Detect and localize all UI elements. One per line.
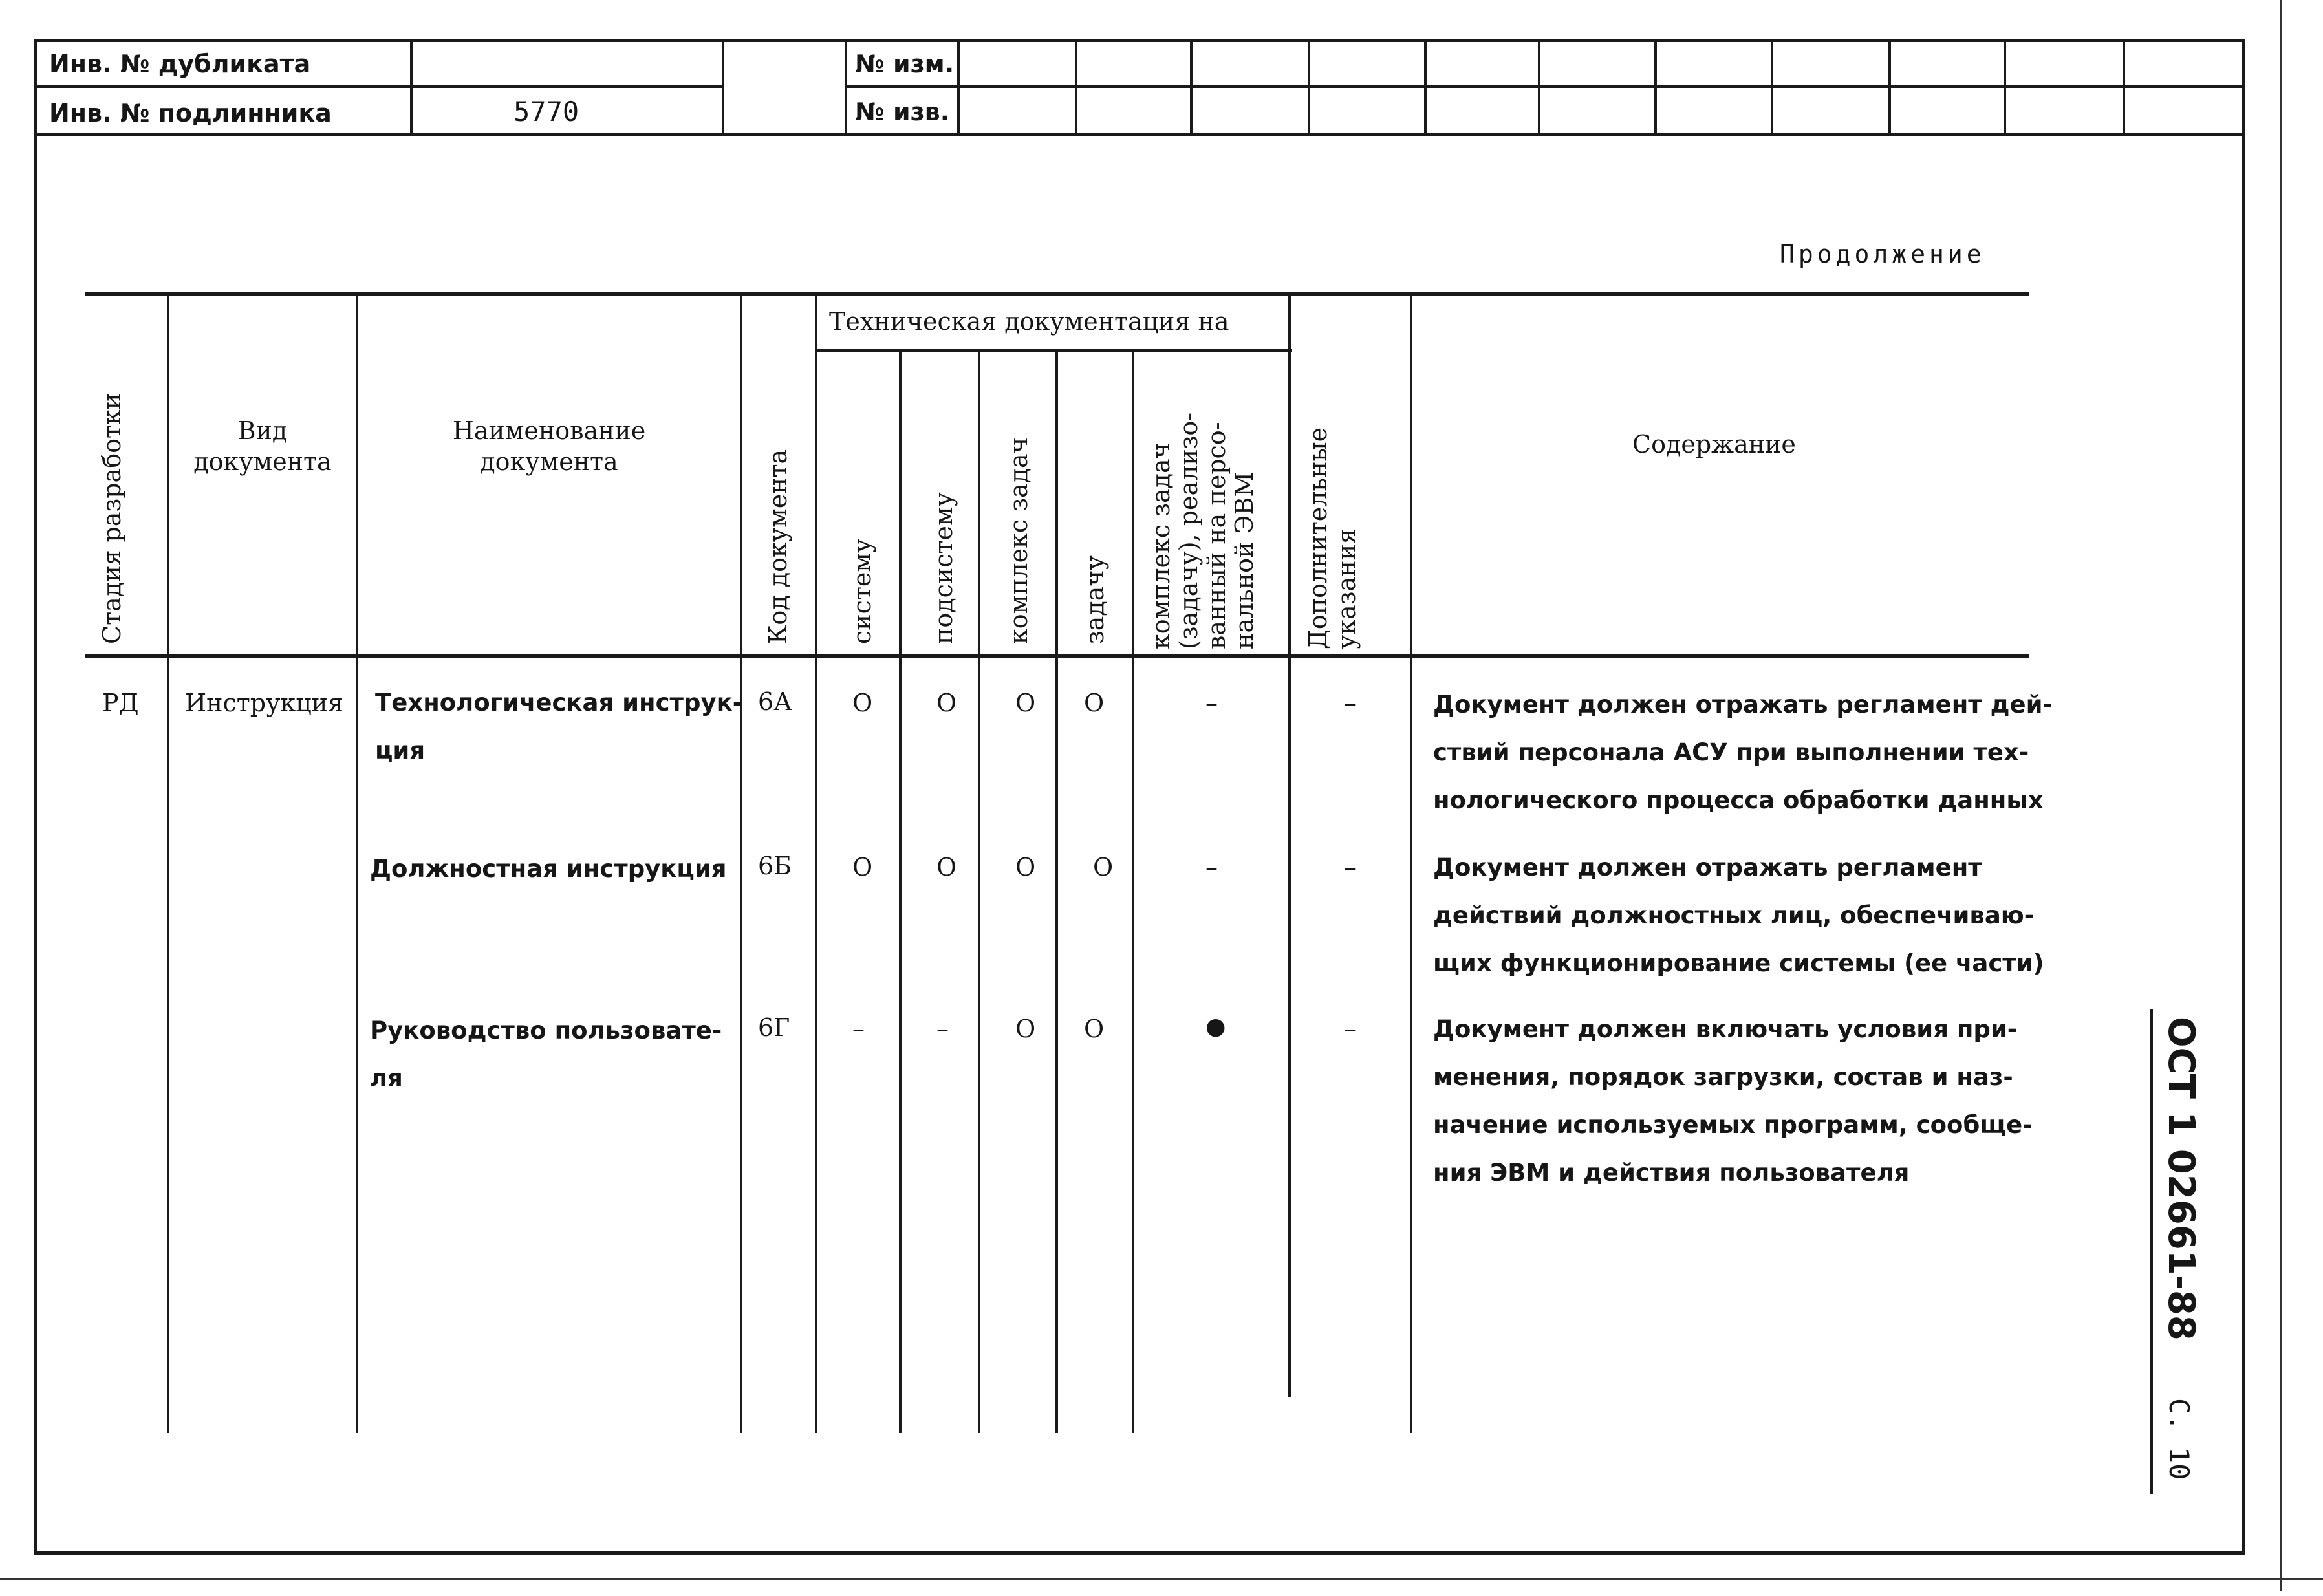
notice-no-label: № изв. <box>855 98 950 126</box>
header-stage: Стадия разработки <box>98 393 126 644</box>
header-doc-type: Вид документа <box>193 416 332 476</box>
change-no-label: № изм. <box>855 50 955 78</box>
row-additional: – <box>1344 689 1356 717</box>
row-code: 6А <box>758 687 792 716</box>
row-task: О <box>1084 689 1105 717</box>
margin-rule <box>2150 1009 2153 1494</box>
header-pc-complex: комплекс задач (задачу), реализо- ванный на персо- нальной ЭВМ <box>1147 412 1259 649</box>
row-type: Инструкция <box>185 689 343 717</box>
standard-code: ОСТ 1 02661-88 <box>2160 1017 2202 1341</box>
inv-orig-value: 5770 <box>513 96 579 127</box>
row-system: О <box>852 689 873 717</box>
row-additional: – <box>1344 853 1356 881</box>
row-system: О <box>852 853 873 881</box>
continuation-label: Продолжение <box>1780 240 1985 268</box>
row-stage: РД <box>102 689 139 717</box>
inv-orig-label: Инв. № подлинника <box>49 99 332 127</box>
header-subsystem: подсистему <box>929 492 958 644</box>
row-subsystem: О <box>936 689 957 717</box>
row-name: Руководство пользовате- ля <box>370 1017 722 1092</box>
row-code: 6Б <box>758 852 792 880</box>
inv-dup-label: Инв. № дубликата <box>49 50 311 78</box>
row-system: – <box>852 1015 865 1043</box>
header-additional: Дополнительные указания <box>1304 427 1361 649</box>
row-name: Технологическая инструк- ция <box>375 689 743 764</box>
row-complex: О <box>1015 853 1036 881</box>
row-pc: – <box>1205 689 1218 717</box>
header-tech-doc: Техническая документация на <box>829 307 1229 336</box>
header-task-complex: комплекс задач <box>1004 437 1033 644</box>
row-subsystem: – <box>936 1015 949 1043</box>
row-content: Документ должен включать условия при- менения, порядок загрузки, состав и наз- начение используемых программ, сообще- ния ЭВМ и действия пользователя <box>1433 1015 2033 1187</box>
row-pc: – <box>1205 853 1218 881</box>
header-task: задачу <box>1081 555 1109 644</box>
header-content: Содержание <box>1632 430 1796 458</box>
row-task: О <box>1084 1015 1105 1043</box>
row-code: 6Г <box>758 1013 790 1042</box>
row-additional: – <box>1344 1015 1356 1043</box>
header-doc-code: Код документа <box>764 449 792 644</box>
row-complex: О <box>1015 689 1036 717</box>
header-doc-name: Наименование документа <box>452 416 646 476</box>
row-pc: ● <box>1205 1013 1226 1040</box>
row-subsystem: О <box>936 853 957 881</box>
row-name: Должностная инструкция <box>370 855 727 883</box>
header-system: систему <box>848 538 876 644</box>
page-number: С. 10 <box>2163 1398 2195 1480</box>
row-task: О <box>1093 853 1114 881</box>
row-content: Документ должен отражать регламент дей- ствий персонала АСУ при выполнении тех- нологического процесса обработки данных <box>1433 691 2053 814</box>
row-content: Документ должен отражать регламент действий должностных лиц, обеспечиваю- щих функционирование системы (ее части) <box>1433 854 2044 977</box>
row-complex: О <box>1015 1015 1036 1043</box>
